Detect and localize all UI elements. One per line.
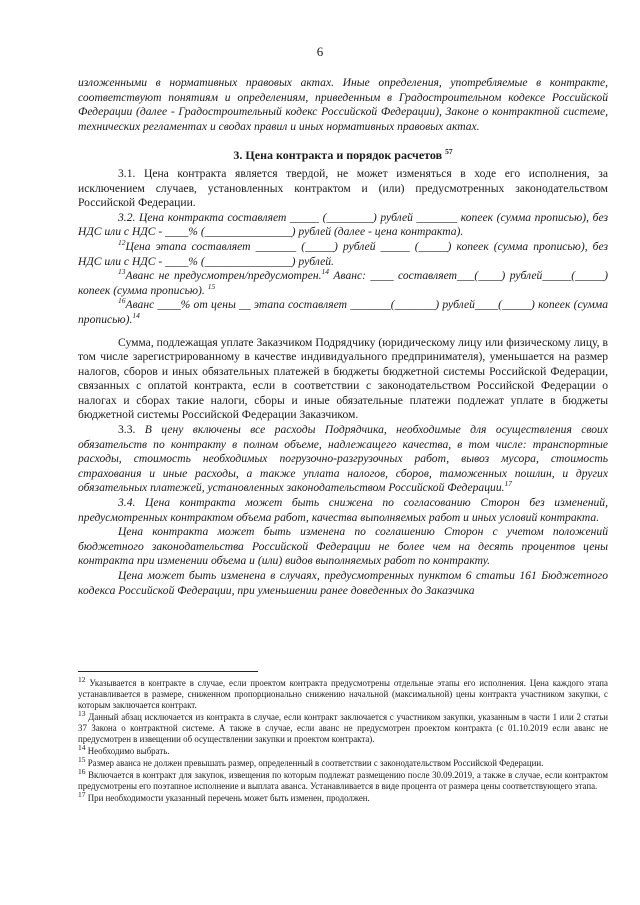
payment-sum-paragraph: Сумма, подлежащая уплате Заказчиком Подрядчику (юридическому лицу или физическому лицу, в том числе зарегистрированному в качестве индивидуального предпринимателя), уменьшается на размер налогов, сборов и иных обязательных платежей в бюджеты бюджетной системы Российской Федерации, связанных с оплатой контракта, если в соответствии с законодательством Российской Федерации о налогах и сборах такие налоги, сборы и иные обязательные платежи подлежат уплате в бюджеты бюджетной системы Российской Федерации Заказчиком.	[78, 335, 608, 422]
footnote-ref: 15	[207, 281, 216, 291]
page-number: 6	[316, 44, 324, 59]
price-change-paragraph-1: Цена контракта может быть изменена по соглашению Сторон с учетом положений бюджетного законодательства Российской Федерации не более чем на десять процентов цены контракта при изменении объема и (или) видов выполняемых работ по контракту.	[78, 525, 608, 568]
clause-3-1: 3.1. Цена контракта является твердой, не может изменяться в ходе его исполнения, за исключением случаев, установленных контрактом и (или) предусмотренных законодательством Российской Федерации.	[78, 166, 608, 210]
footnote-text: Данный абзац исключается из контракта в случае, если контракт заключается с участником закупки, указанным в части 1 или 2 статьи 37 Закона о контрактной системе. А также в случае, если аванс не предусмотрен проектом контракта (с 01.10.2019 если аванс не предусмотрен в извещении об осуществлении закупки и проектом контракта).	[78, 712, 609, 744]
clause-3-2: 3.2. Цена контракта составляет _____ (________) рублей _______ копеек (сумма прописью), без НДС или с НДС - ____% (_______________) рублей (далее - цена контракта).	[78, 210, 608, 239]
intro-paragraph: изложенными в нормативных правовых актах. Иные определения, употребляемые в контракте, соответствуют понятиям и определениям, приведенным в Градостроительном кодексе Российской Федерации (далее - Градостроительный кодекс Российской Федерации), Законе о контрактной системе, технических регламентах и сводах правил и иных нормативных правовых актах.	[78, 76, 608, 133]
footnote	[78, 767, 608, 792]
clause-3-3-number: 3.3.	[118, 423, 136, 437]
footnote-number: 13	[78, 709, 86, 719]
footnote-separator	[78, 671, 258, 672]
footnote-number: 14	[78, 743, 86, 753]
advance-stage-text: Аванс ____% от цены __ этапа составляет _______(_______) рублей____(_____) копеек (сумма прописью).	[78, 298, 608, 326]
footnote-ref: 12	[118, 238, 126, 248]
footnote-ref: 14	[132, 311, 140, 321]
footnotes	[78, 675, 609, 805]
price-change-paragraph-2: Цена может быть изменена в случаях, предусмотренных пунктом 6 статьи 161 Бюджетного кодекса Российской Федерации, при уменьшении ранее доведенных до Заказчика	[78, 569, 608, 597]
footnote-text: При необходимости указанный перечень может быть изменен, продолжен.	[87, 793, 370, 803]
clause-3-3-text: В цену включены все расходы Подрядчика, необходимые для осуществления своих обязательств по контракту в полном объеме, надлежащего качества, в том числе: транспортные расходы, стоимость необходимых погрузочно-разгрузочных работ, вывоз мусора, стоимость страхования и иные расходы, а также уплата налогов, сборов, таможенных пошлин, и других обязательных платежей, установленных законодательством Российской Федерации.	[78, 423, 608, 495]
section-title: 3. Цена контракта и порядок расчетов	[233, 148, 443, 163]
footnote-text: Необходимо выбрать.	[87, 746, 170, 756]
footnote-number: 16	[78, 767, 86, 777]
footnote-ref: 14	[321, 267, 330, 277]
footnote	[78, 675, 608, 711]
footnote-text: Включается в контракт для закупок, извещения по которым подлежат размещению после 30.09.2019, а также в случае, если контрактом предусмотрены его поэтапное исполнение и выплата аванса. Устанавливается в виде процента от размера цены соответствующего этапа.	[78, 770, 608, 791]
footnote-text: Указывается в контракте в случае, если проектом контракта предусмотрены отдельные этапы его исполнения. Цена каждого этапа устанавливается в размере, сниженном пропорционально снижению начальной (максимальной) цены контракта участником закупки, с которым заключается контракт.	[78, 678, 608, 710]
footnote	[78, 709, 609, 745]
footnote-number: 12	[78, 675, 86, 685]
footnote	[78, 790, 608, 804]
footnote-ref: 16	[118, 296, 126, 306]
stage-price	[78, 240, 608, 269]
clause-3-4: 3.4. Цена контракта может быть снижена по согласованию Сторон без изменений, предусмотренных контрактом объема работ, качества выполняемых работ и иных условий контракта.	[78, 496, 608, 524]
advance-text-2: Аванс: ____ составляет___(____) рублей_____(_____) копеек (сумма прописью).	[78, 269, 609, 297]
footnote-ref: 17	[504, 479, 513, 489]
footnote-ref: 13	[118, 267, 126, 277]
clause-3-3	[78, 423, 608, 496]
footnote-text: Размер аванса не должен превышать размер, определенный в соответствии с законодательством Российской Федерации.	[87, 758, 544, 768]
advance-text: Аванс не предусмотрен/предусмотрен.	[125, 269, 322, 283]
document-body	[78, 76, 608, 598]
footnote-ref: 57	[445, 147, 453, 157]
advance-stage-paragraph	[78, 298, 608, 327]
footnote-number: 15	[78, 755, 86, 765]
section-heading	[78, 148, 608, 163]
stage-price-text: Цена этапа составляет _______ (_____) рублей _____ (_____) копеек (сумма прописью), без НДС или с НДС - ____% (_______________) рублей.	[78, 239, 608, 268]
footnote	[78, 743, 608, 757]
footnote	[78, 755, 608, 769]
advance-paragraph	[78, 269, 608, 298]
footnote-number: 17	[78, 790, 86, 800]
